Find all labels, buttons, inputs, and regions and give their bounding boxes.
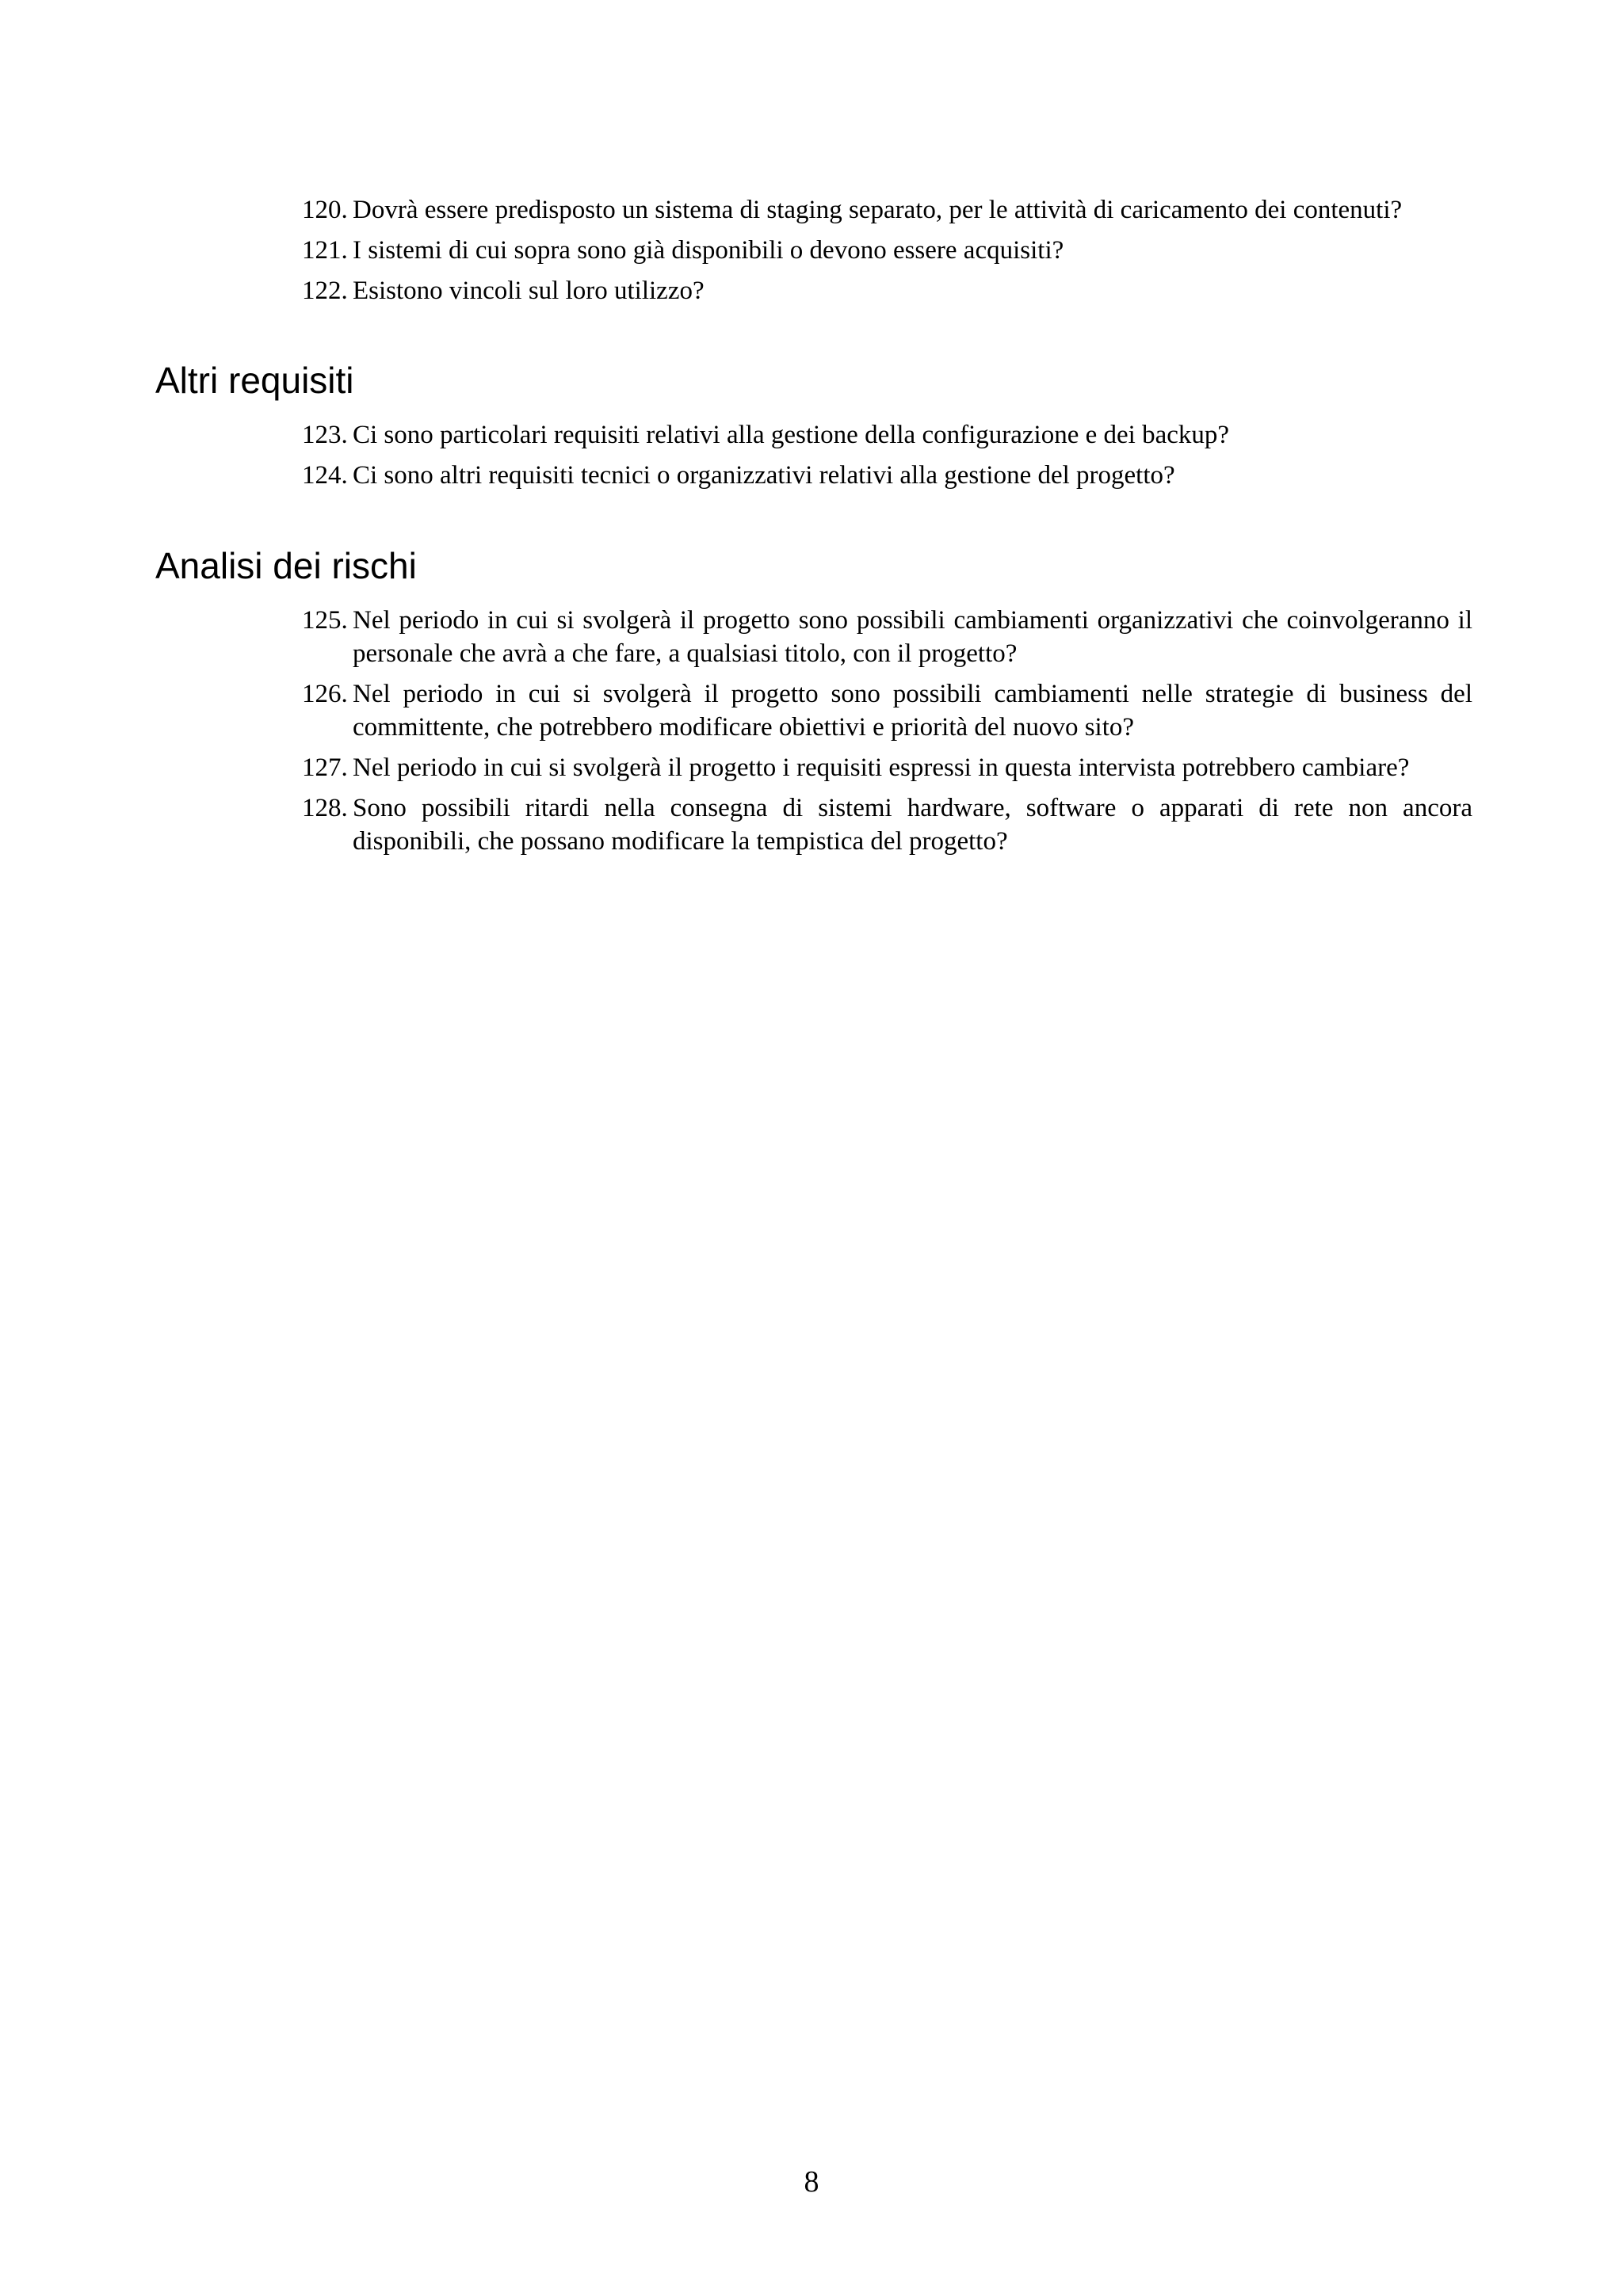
item-number: 123. xyxy=(302,421,348,449)
item-number: 124. xyxy=(302,461,348,490)
item-text: Nel periodo in cui si svolgerà il progetto sono possibili cambiamenti nelle strategie di business del committente, che potrebbero modificare obiettivi e priorità del nuovo sito? xyxy=(353,680,1472,742)
list-item xyxy=(302,274,1472,307)
item-number: 128. xyxy=(302,794,348,822)
list-item xyxy=(302,604,1472,670)
item-number: 121. xyxy=(302,236,348,265)
item-text: Esistono vincoli sul loro utilizzo? xyxy=(353,277,705,305)
question-list-staging xyxy=(0,193,1623,315)
section-heading-analisi-rischi: Analisi dei rischi xyxy=(155,545,417,586)
item-number: 126. xyxy=(302,680,348,708)
item-text: Ci sono particolari requisiti relativi alla gestione della configurazione e dei backup? xyxy=(353,421,1230,449)
item-number: 127. xyxy=(302,753,348,782)
list-item xyxy=(302,751,1472,784)
question-list-altri-requisiti xyxy=(0,418,1623,499)
item-number: 122. xyxy=(302,277,348,305)
item-number: 120. xyxy=(302,196,348,224)
question-list-analisi-rischi xyxy=(0,604,1623,865)
list-item xyxy=(302,677,1472,744)
list-item xyxy=(302,193,1472,227)
list-item xyxy=(302,459,1472,492)
item-text: I sistemi di cui sopra sono già disponibili o devono essere acquisiti? xyxy=(353,236,1064,265)
list-item xyxy=(302,418,1472,452)
item-text: Sono possibili ritardi nella consegna di sistemi hardware, software o apparati di rete non ancora disponibili, che possano modificare la tempistica del progetto? xyxy=(353,794,1472,856)
item-number: 125. xyxy=(302,606,348,635)
list-item xyxy=(302,234,1472,267)
page-number: 8 xyxy=(804,2165,819,2199)
item-text: Dovrà essere predisposto un sistema di staging separato, per le attività di caricamento dei contenuti? xyxy=(353,196,1403,224)
section-heading-altri-requisiti: Altri requisiti xyxy=(155,360,354,401)
item-text: Ci sono altri requisiti tecnici o organizzativi relativi alla gestione del progetto? xyxy=(353,461,1175,490)
item-text: Nel periodo in cui si svolgerà il progetto sono possibili cambiamenti organizzativi che coinvolgeranno il personale che avrà a che fare, a qualsiasi titolo, con il progetto? xyxy=(353,606,1472,668)
item-text: Nel periodo in cui si svolgerà il progetto i requisiti espressi in questa intervista potrebbero cambiare? xyxy=(353,753,1410,782)
list-item xyxy=(302,791,1472,858)
